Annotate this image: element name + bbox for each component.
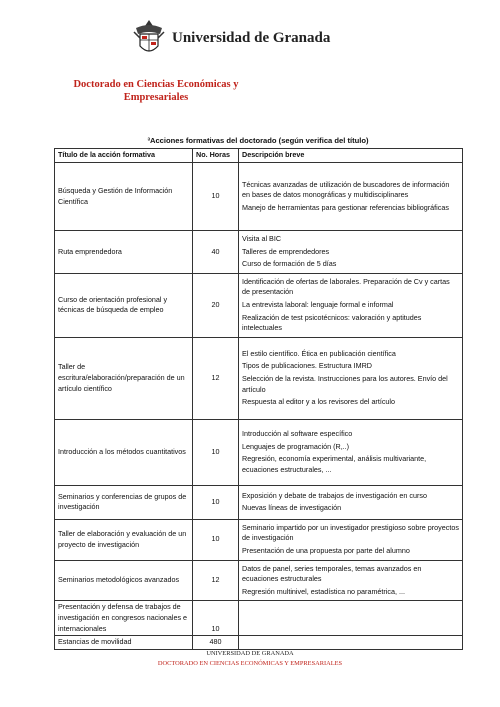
description-cell [239, 337, 463, 419]
description-item: Introducción al software específico [242, 429, 353, 439]
column-header-title: Título de la acción formativa [55, 149, 193, 163]
column-header-hours: No. Horas [193, 149, 239, 163]
action-title-cell: Ruta emprendedora [55, 231, 193, 274]
table-row [55, 273, 463, 337]
program-title-line2: Empresariales [123, 92, 189, 103]
description-cell [239, 601, 463, 636]
description-cell [239, 419, 463, 485]
description-item: Identificación de ofertas de laborales. Preparación de Cv y cartas de presentación [242, 276, 450, 297]
table-row [55, 560, 463, 601]
table-row [55, 485, 463, 519]
action-title-cell: Seminarios metodológicos avanzados [55, 560, 193, 601]
description-cell [239, 636, 463, 650]
description-item: Respuesta al editor y a los revisores del artículo [242, 397, 396, 407]
description-item: Nuevas líneas de investigación [242, 503, 342, 513]
hours-cell: 20 [193, 273, 239, 337]
university-coat-of-arms-icon [132, 18, 166, 58]
university-name: Universidad de Granada [172, 30, 331, 46]
action-title-cell: Presentación y defensa de trabajos de investigación en congresos nacionales e internacionales [55, 601, 193, 636]
action-title-cell: Introducción a los métodos cuantitativos [55, 419, 193, 485]
table-row [55, 231, 463, 274]
training-actions-table [54, 148, 463, 650]
table-row [55, 519, 463, 560]
table-row [55, 419, 463, 485]
description-cell [239, 560, 463, 601]
action-title-cell: Curso de orientación profesional y técnicas de búsqueda de empleo [55, 273, 193, 337]
program-title [66, 78, 246, 104]
action-title-cell: Taller de elaboración y evaluación de un proyecto de investigación [55, 519, 193, 560]
description-item: La entrevista laboral: lenguaje formal e informal [242, 299, 394, 309]
description-cell [239, 485, 463, 519]
program-title-line1: Doctorado en Ciencias Económicas y [73, 79, 239, 90]
description-item: Exposición y debate de trabajos de investigación en curso [242, 490, 427, 500]
description-item: Regresión multinivel, estadística no paramétrica, ... [242, 586, 405, 596]
description-item: Selección de la revista. Instrucciones para los autores. Envío del artículo [242, 373, 448, 394]
description-item: Seminario impartido por un investigador prestigioso sobre proyectos de investigación [242, 522, 459, 543]
table-row [55, 163, 463, 231]
hours-cell: 10 [193, 519, 239, 560]
description-item: Curso de formación de 5 días [242, 259, 337, 269]
table-row [55, 337, 463, 419]
hours-cell: 10 [193, 601, 239, 636]
table-body [55, 163, 463, 650]
hours-cell: 12 [193, 560, 239, 601]
footer-university: UNIVERSIDAD DE GRANADA [206, 650, 294, 657]
description-item: Talleres de emprendedores [242, 246, 330, 256]
action-title-cell: Búsqueda y Gestión de Información Científica [55, 163, 193, 231]
description-item: Datos de panel, series temporales, temas avanzados en ecuaciones estructurales [242, 563, 422, 584]
description-item: Tipos de publicaciones. Estructura IMRD [242, 361, 372, 371]
description-cell [239, 163, 463, 231]
description-item: Visita al BIC [242, 234, 282, 243]
action-title-cell: Estancias de movilidad [55, 636, 193, 650]
description-item: Manejo de herramientas para gestionar referencias bibliográficas [242, 202, 449, 212]
description-cell [239, 519, 463, 560]
hours-cell: 480 [193, 636, 239, 650]
footer-program: DOCTORADO EN CIENCIAS ECONÓMICAS Y EMPRESARIALES [157, 660, 343, 667]
table-row [55, 636, 463, 650]
column-header-description: Descripción breve [239, 149, 463, 163]
description-item: Presentación de una propuesta por parte del alumno [242, 545, 410, 555]
hours-cell: 12 [193, 337, 239, 419]
description-item: Realización de test psicotécnicos: valoración y aptitudes intelectuales [242, 312, 422, 333]
table-header-row [55, 149, 463, 163]
hours-cell: 40 [193, 231, 239, 274]
description-cell [239, 273, 463, 337]
description-item: El estilo científico. Ética en publicación científica [242, 348, 396, 358]
description-item: Técnicas avanzadas de utilización de buscadores de información en bases de datos monográficas y multidisciplinares [242, 179, 450, 200]
description-item: Lenguajes de programación (R,..) [242, 441, 350, 451]
description-item: Regresión, economía experimental, análisis multivariante, ecuaciones estructurales, ... [242, 454, 427, 474]
description-cell [239, 231, 463, 274]
hours-cell: 10 [193, 419, 239, 485]
hours-cell: 10 [193, 163, 239, 231]
action-title-cell: Seminarios y conferencias de grupos de investigación [55, 485, 193, 519]
table-row [55, 601, 463, 636]
action-title-cell: Taller de escritura/elaboración/preparación de un artículo científico [55, 337, 193, 419]
table-caption: ³Acciones formativas del doctorado (según verifica del título) [147, 136, 369, 145]
hours-cell: 10 [193, 485, 239, 519]
